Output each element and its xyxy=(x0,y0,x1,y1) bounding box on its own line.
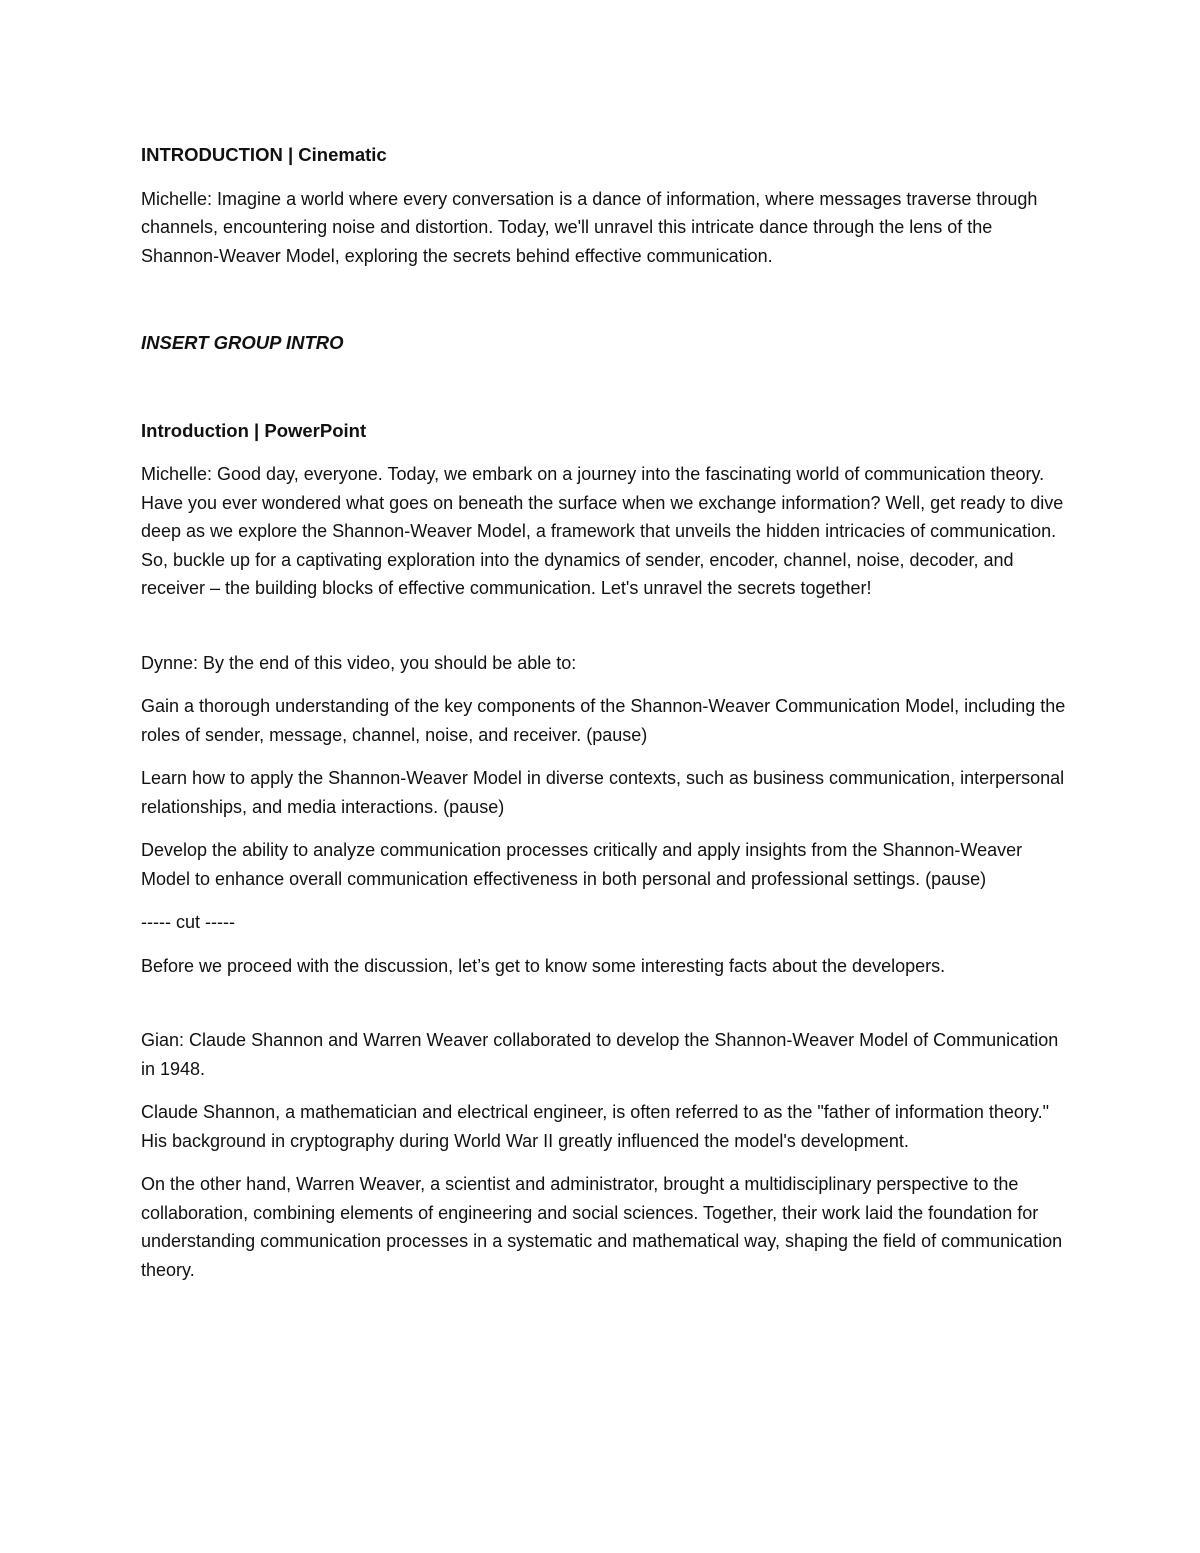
before-proceed-paragraph: Before we proceed with the discussion, let’s get to know some interesting facts about the developers. xyxy=(141,955,946,976)
shannon-paragraph: Claude Shannon, a mathematician and electrical engineer, is often referred to as the "father of information theory." His background in cryptography during World War II greatly influenced the model's development. xyxy=(141,1102,1049,1151)
weaver-paragraph: On the other hand, Warren Weaver, a scientist and administrator, brought a multidisciplinary perspective to the collaboration, combining elements of engineering and social sciences. Together, their work laid the foundation for understanding communication processes in a systematic and mathematical way, shaping the field of communication theory. xyxy=(141,1174,1063,1280)
gian-paragraph: Gian: Claude Shannon and Warren Weaver collaborated to develop the Shannon-Weaver Model of Communication in 1948. xyxy=(141,1030,1059,1079)
cut-marker: ----- cut ----- xyxy=(141,912,235,932)
cinematic-heading: INTRODUCTION | Cinematic xyxy=(141,144,387,165)
objective-2: Learn how to apply the Shannon-Weaver Model in diverse contexts, such as business communication, interpersonal relationships, and media interactions. (pause) xyxy=(141,768,1065,817)
group-intro-heading: INSERT GROUP INTRO xyxy=(141,332,344,353)
dynne-intro: Dynne: By the end of this video, you should be able to: xyxy=(141,652,577,673)
objective-3: Develop the ability to analyze communication processes critically and apply insights from the Shannon-Weaver Model to enhance overall communication effectiveness in both personal and professional settings. (pause) xyxy=(141,840,1023,889)
objective-1: Gain a thorough understanding of the key components of the Shannon-Weaver Communication Model, including the roles of sender, message, channel, noise, and receiver. (pause) xyxy=(141,696,1066,745)
document-body xyxy=(141,141,1071,1284)
cinematic-paragraph: Michelle: Imagine a world where every conversation is a dance of information, where messages traverse through channels, encountering noise and distortion. Today, we'll unravel this intricate dance through the lens of the Shannon-Weaver Model, exploring the secrets behind effective communication. xyxy=(141,188,1038,266)
powerpoint-heading: Introduction | PowerPoint xyxy=(141,419,367,441)
powerpoint-paragraph: Michelle: Good day, everyone. Today, we embark on a journey into the fascinating world of communication theory. Have you ever wondered what goes on beneath the surface when we exchange information? Well, get ready to dive deep as we explore the Shannon-Weaver Model, a framework that unveils the hidden intricacies of communication. So, buckle up for a captivating exploration into the dynamics of sender, encoder, channel, noise, decoder, and receiver – the building blocks of effective communication. Let's unravel the secrets together! xyxy=(141,464,1064,598)
